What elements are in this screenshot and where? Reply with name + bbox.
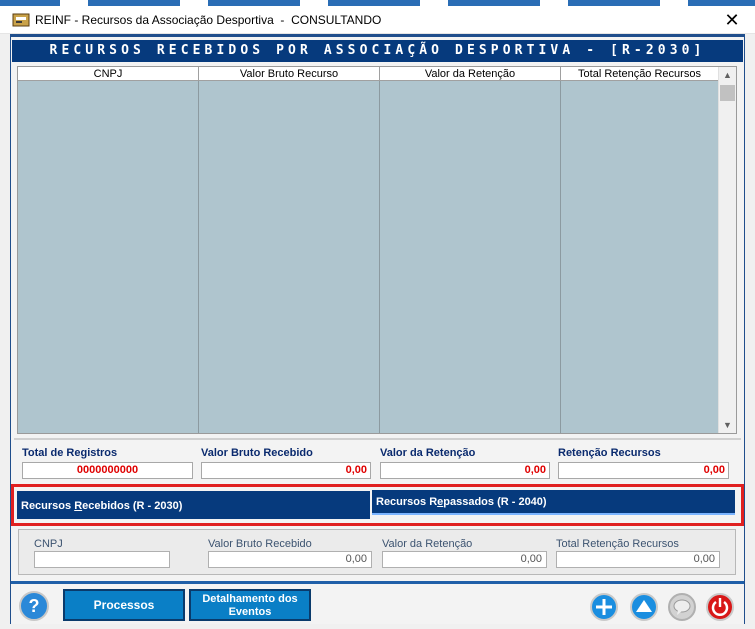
grid-header (18, 67, 718, 81)
retencao-recursos-value: 0,00 (558, 462, 729, 479)
detail-valor-bruto-label: Valor Bruto Recebido (208, 538, 312, 550)
tab-accelerator-key: e (437, 496, 444, 508)
valor-bruto-recebido-label: Valor Bruto Recebido (201, 447, 313, 459)
column-header-cnpj[interactable]: CNPJ (18, 67, 199, 81)
detail-cnpj-label: CNPJ (34, 538, 63, 550)
column-divider (198, 81, 199, 433)
detail-valor-retencao-field[interactable]: 0,00 (382, 551, 547, 568)
footer-divider (11, 581, 744, 584)
button-label-line: Detalhamento dos (202, 593, 298, 605)
tab-label-part: Recursos (21, 500, 75, 512)
move-up-button[interactable] (630, 593, 658, 621)
window-title: REINF - Recursos da Associação Desportiva - CONSULTANDO (35, 13, 382, 27)
detail-total-retencao-field[interactable]: 0,00 (556, 551, 720, 568)
tab-recursos-recebidos[interactable] (17, 491, 370, 519)
tab-recursos-repassados[interactable] (372, 490, 735, 514)
column-header-valor-retencao[interactable]: Valor da Retenção (380, 67, 561, 81)
detalhamento-eventos-button[interactable] (189, 589, 311, 621)
close-window-button[interactable]: ✕ (724, 10, 740, 30)
grid-vertical-scrollbar[interactable] (718, 67, 736, 433)
detail-valor-retencao-label: Valor da Retenção (382, 538, 473, 550)
column-divider (379, 81, 380, 433)
scroll-down-icon[interactable]: ▼ (723, 420, 732, 430)
detail-cnpj-field[interactable] (34, 551, 170, 568)
add-button[interactable] (590, 593, 618, 621)
scroll-up-icon[interactable]: ▲ (723, 70, 732, 80)
records-grid[interactable] (17, 66, 737, 434)
frame-top-border (10, 34, 745, 37)
button-label-line: Eventos (228, 606, 272, 618)
help-button[interactable] (19, 591, 49, 621)
total-registros-label: Total de Registros (22, 447, 118, 459)
tab-label-part: Recursos R (376, 496, 438, 508)
tab-accelerator-key: R (74, 500, 83, 512)
valor-retencao-label: Valor da Retenção (380, 447, 476, 459)
divider (14, 438, 741, 440)
comment-button[interactable] (668, 593, 696, 621)
power-icon (708, 595, 732, 619)
chat-bubble-icon (670, 595, 694, 619)
scroll-thumb[interactable] (720, 85, 735, 101)
column-header-total-retencao[interactable]: Total Retenção Recursos (578, 68, 701, 80)
title-bar (0, 6, 755, 34)
plus-icon (592, 595, 616, 619)
column-divider (560, 81, 561, 433)
valor-bruto-recebido-value: 0,00 (201, 462, 371, 479)
detail-valor-bruto-field[interactable]: 0,00 (208, 551, 372, 568)
app-icon (12, 12, 30, 28)
detail-total-retencao-label: Total Retenção Recursos (556, 538, 679, 550)
exit-button[interactable] (706, 593, 734, 621)
tab-focus-indicator (372, 513, 735, 515)
tab-label-part: ecebidos (R - 2030) (82, 500, 183, 512)
total-registros-value: 0000000000 (22, 462, 193, 479)
processos-button[interactable]: Processos (63, 589, 185, 621)
tab-label-part: passados (R - 2040) (443, 496, 547, 508)
help-icon: ? (28, 596, 40, 616)
page-banner: RECURSOS RECEBIDOS POR ASSOCIAÇÃO DESPORTIVA - [R-2030] (12, 40, 743, 62)
column-header-valor-bruto[interactable]: Valor Bruto Recurso (199, 67, 380, 81)
valor-retencao-value: 0,00 (380, 462, 550, 479)
retencao-recursos-label: Retenção Recursos (558, 447, 661, 459)
arrow-up-icon (632, 595, 656, 619)
